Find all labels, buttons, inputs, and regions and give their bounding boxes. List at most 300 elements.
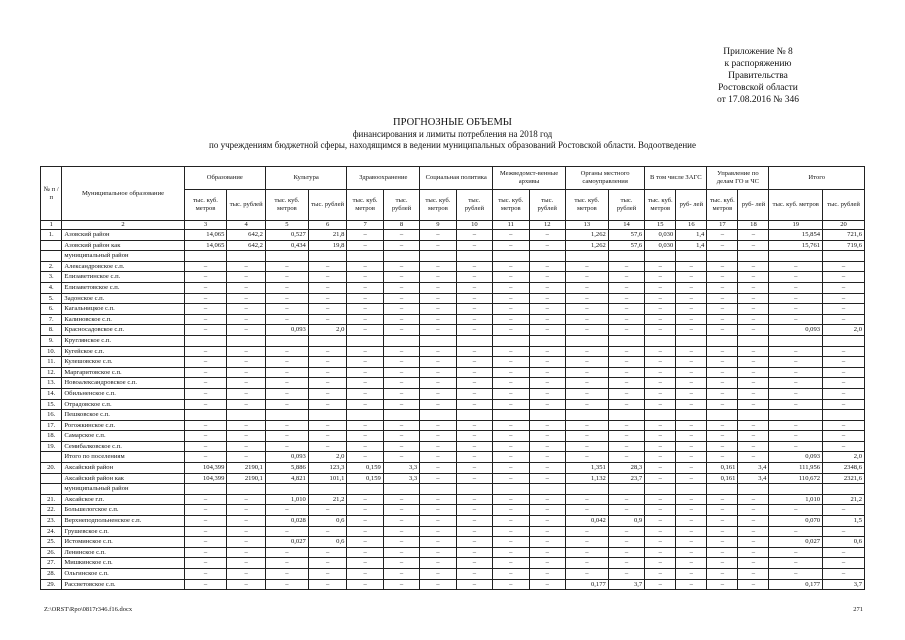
row-value-cell: – — [456, 388, 492, 399]
row-value-cell: – — [420, 537, 456, 548]
row-value-cell — [565, 251, 608, 262]
row-value-cell — [420, 251, 456, 262]
row-value-cell: – — [308, 261, 347, 272]
row-value-cell: – — [645, 579, 676, 590]
row-value-cell: – — [645, 505, 676, 516]
row-value-cell: – — [645, 261, 676, 272]
row-value-cell: – — [529, 293, 565, 304]
row-value-cell: – — [227, 378, 266, 389]
row-value-cell: – — [265, 569, 308, 580]
row-value-cell: – — [493, 357, 529, 368]
row-municipality-name: Новоалександровское с.п. — [62, 378, 184, 389]
row-number: 10. — [41, 346, 62, 357]
row-value-cell: – — [565, 420, 608, 431]
row-value-cell: – — [456, 569, 492, 580]
row-value-cell: – — [184, 399, 227, 410]
row-value-cell — [529, 410, 565, 421]
row-value-cell: – — [529, 441, 565, 452]
row-number — [41, 240, 62, 251]
row-municipality-name: муниципальный район — [62, 251, 184, 262]
table-row — [41, 441, 865, 452]
row-value-cell — [738, 410, 769, 421]
row-value-cell: – — [707, 537, 738, 548]
row-value-cell: – — [265, 558, 308, 569]
row-value-cell: 14,065 — [184, 240, 227, 251]
row-value-cell — [608, 251, 644, 262]
row-value-cell: – — [456, 494, 492, 505]
row-value-cell: 1,262 — [565, 230, 608, 241]
row-value-cell: – — [420, 494, 456, 505]
row-value-cell: 0,028 — [265, 516, 308, 527]
row-municipality-name: Ольгинское с.п. — [62, 569, 184, 580]
row-municipality-name: Кулешовское с.п. — [62, 357, 184, 368]
row-value-cell: – — [529, 314, 565, 325]
row-value-cell: – — [456, 526, 492, 537]
row-value-cell: – — [456, 378, 492, 389]
row-value-cell: – — [529, 325, 565, 336]
row-value-cell: 0,159 — [347, 473, 383, 484]
row-value-cell: – — [184, 378, 227, 389]
row-value-cell: – — [493, 304, 529, 315]
header-column-number: 1 — [41, 221, 62, 230]
row-value-cell: – — [608, 293, 644, 304]
row-value-cell — [565, 484, 608, 495]
row-value-cell: – — [227, 314, 266, 325]
row-value-cell: – — [347, 325, 383, 336]
header-unit: тыс. куб. метров — [565, 190, 608, 221]
row-value-cell — [769, 410, 823, 421]
row-value-cell: – — [456, 463, 492, 474]
row-municipality-name: Аксайский район как — [62, 473, 184, 484]
row-value-cell: 2190,1 — [227, 473, 266, 484]
row-value-cell — [707, 410, 738, 421]
row-value-cell: 21,2 — [823, 494, 865, 505]
header-group: В том числе ЗАГС — [645, 167, 707, 190]
row-value-cell: – — [608, 431, 644, 442]
row-number: 25. — [41, 537, 62, 548]
table-row — [41, 484, 865, 495]
row-value-cell: – — [184, 547, 227, 558]
row-value-cell: – — [738, 558, 769, 569]
row-value-cell: – — [769, 314, 823, 325]
row-value-cell: 0,6 — [308, 537, 347, 548]
row-value-cell: 0,177 — [565, 579, 608, 590]
row-value-cell: – — [184, 293, 227, 304]
row-value-cell: – — [565, 494, 608, 505]
row-number — [41, 251, 62, 262]
row-value-cell: – — [707, 505, 738, 516]
row-value-cell: 0,161 — [707, 463, 738, 474]
row-value-cell — [823, 251, 865, 262]
row-value-cell: – — [769, 399, 823, 410]
row-value-cell: 57,6 — [608, 240, 644, 251]
row-value-cell: – — [347, 272, 383, 283]
row-value-cell: – — [308, 388, 347, 399]
header-column-number: 8 — [383, 221, 419, 230]
row-value-cell: – — [308, 357, 347, 368]
row-value-cell: – — [383, 357, 419, 368]
row-value-cell: – — [184, 441, 227, 452]
row-value-cell: – — [383, 293, 419, 304]
row-value-cell: – — [645, 314, 676, 325]
row-value-cell: – — [676, 314, 707, 325]
row-value-cell: – — [227, 304, 266, 315]
row-value-cell: – — [265, 367, 308, 378]
row-value-cell: – — [227, 526, 266, 537]
row-value-cell: – — [308, 293, 347, 304]
row-value-cell: – — [707, 367, 738, 378]
row-value-cell: – — [707, 293, 738, 304]
row-value-cell: – — [608, 569, 644, 580]
row-value-cell: – — [707, 579, 738, 590]
row-value-cell: 21,2 — [308, 494, 347, 505]
table-row — [41, 282, 865, 293]
row-value-cell: – — [493, 537, 529, 548]
row-municipality-name: муниципальный район — [62, 484, 184, 495]
row-value-cell: – — [383, 420, 419, 431]
row-value-cell: – — [608, 526, 644, 537]
header-column-number: 12 — [529, 221, 565, 230]
row-value-cell: – — [347, 230, 383, 241]
row-value-cell: – — [493, 431, 529, 442]
row-value-cell: – — [738, 388, 769, 399]
row-number: 23. — [41, 516, 62, 527]
row-value-cell: – — [565, 304, 608, 315]
row-value-cell: – — [347, 399, 383, 410]
row-value-cell: – — [227, 494, 266, 505]
row-value-cell: – — [565, 346, 608, 357]
row-value-cell: – — [184, 261, 227, 272]
row-value-cell: – — [645, 473, 676, 484]
row-value-cell: – — [823, 558, 865, 569]
title-sub2: по учреждениям бюджетной сферы, находящимся в ведении муниципальных образований Ростовской области. Водоотведение — [209, 139, 696, 150]
row-municipality-name: Рогожкинское с.п. — [62, 420, 184, 431]
row-value-cell: – — [383, 388, 419, 399]
row-value-cell: – — [347, 441, 383, 452]
row-value-cell: – — [227, 388, 266, 399]
appendix-block — [673, 46, 843, 106]
row-value-cell: – — [420, 399, 456, 410]
row-value-cell: 101,1 — [308, 473, 347, 484]
row-value-cell: – — [529, 346, 565, 357]
row-value-cell: – — [676, 261, 707, 272]
row-value-cell: – — [608, 505, 644, 516]
row-municipality-name: Елизаветовское с.п. — [62, 282, 184, 293]
row-value-cell: – — [645, 293, 676, 304]
row-value-cell: – — [769, 547, 823, 558]
row-number: 9. — [41, 335, 62, 346]
row-value-cell: – — [308, 431, 347, 442]
row-value-cell: – — [738, 304, 769, 315]
row-value-cell: – — [347, 304, 383, 315]
row-value-cell: – — [227, 357, 266, 368]
row-value-cell: – — [456, 304, 492, 315]
row-value-cell: – — [565, 282, 608, 293]
row-value-cell: 57,6 — [608, 230, 644, 241]
row-value-cell — [676, 251, 707, 262]
table-row — [41, 431, 865, 442]
row-value-cell: – — [383, 325, 419, 336]
header-column-number: 10 — [456, 221, 492, 230]
row-value-cell: – — [707, 558, 738, 569]
row-value-cell: – — [493, 378, 529, 389]
row-value-cell: – — [420, 230, 456, 241]
row-value-cell: – — [676, 558, 707, 569]
row-value-cell: – — [529, 261, 565, 272]
row-value-cell — [645, 484, 676, 495]
header-unit: тыс. куб. метров — [347, 190, 383, 221]
row-value-cell: 2,0 — [823, 325, 865, 336]
row-value-cell: – — [707, 526, 738, 537]
row-number: 29. — [41, 579, 62, 590]
table-row — [41, 314, 865, 325]
row-value-cell: – — [769, 261, 823, 272]
row-value-cell: – — [493, 463, 529, 474]
row-value-cell: – — [608, 325, 644, 336]
row-value-cell: – — [383, 505, 419, 516]
row-value-cell: – — [645, 282, 676, 293]
table-row — [41, 463, 865, 474]
row-value-cell: 2,0 — [308, 325, 347, 336]
row-value-cell — [645, 410, 676, 421]
appendix-line: к распоряжению — [724, 59, 792, 69]
row-value-cell: – — [347, 261, 383, 272]
row-value-cell: – — [227, 452, 266, 463]
row-value-cell: – — [565, 378, 608, 389]
row-value-cell: – — [493, 441, 529, 452]
row-value-cell: – — [456, 261, 492, 272]
row-value-cell: – — [645, 558, 676, 569]
row-value-cell: – — [565, 569, 608, 580]
row-number: 14. — [41, 388, 62, 399]
row-value-cell: – — [493, 526, 529, 537]
row-value-cell — [707, 484, 738, 495]
row-value-cell — [456, 410, 492, 421]
row-value-cell: – — [565, 399, 608, 410]
row-value-cell: – — [456, 282, 492, 293]
row-number: 2. — [41, 261, 62, 272]
row-value-cell: – — [456, 505, 492, 516]
row-number: 22. — [41, 505, 62, 516]
header-column-number: 16 — [676, 221, 707, 230]
row-value-cell: – — [608, 282, 644, 293]
row-value-cell: – — [227, 516, 266, 527]
row-value-cell: 0,6 — [308, 516, 347, 527]
table-row — [41, 304, 865, 315]
row-value-cell — [565, 335, 608, 346]
row-value-cell: 1,010 — [265, 494, 308, 505]
row-value-cell: – — [707, 357, 738, 368]
row-value-cell — [565, 410, 608, 421]
row-value-cell: 0,070 — [769, 516, 823, 527]
row-value-cell: – — [227, 569, 266, 580]
row-municipality-name: Самарское с.п. — [62, 431, 184, 442]
row-value-cell: – — [184, 304, 227, 315]
row-value-cell: 5,886 — [265, 463, 308, 474]
row-value-cell: – — [265, 357, 308, 368]
row-value-cell: – — [265, 526, 308, 537]
header-unit: тыс. рублей — [308, 190, 347, 221]
row-value-cell: – — [227, 346, 266, 357]
row-value-cell: – — [707, 272, 738, 283]
row-value-cell: – — [383, 547, 419, 558]
row-value-cell: – — [383, 441, 419, 452]
row-value-cell: – — [608, 378, 644, 389]
row-value-cell — [347, 410, 383, 421]
row-value-cell: – — [493, 346, 529, 357]
row-value-cell: – — [823, 505, 865, 516]
row-value-cell: – — [420, 261, 456, 272]
table-row — [41, 399, 865, 410]
row-value-cell: – — [769, 293, 823, 304]
row-number: 27. — [41, 558, 62, 569]
header-group: Итого — [769, 167, 865, 190]
row-value-cell: 23,7 — [608, 473, 644, 484]
row-value-cell: – — [456, 441, 492, 452]
row-value-cell — [456, 484, 492, 495]
row-value-cell: – — [383, 378, 419, 389]
row-value-cell: – — [420, 346, 456, 357]
row-value-cell: – — [676, 569, 707, 580]
row-value-cell: 1,4 — [676, 230, 707, 241]
row-value-cell: – — [383, 399, 419, 410]
row-value-cell: – — [707, 261, 738, 272]
row-value-cell: – — [676, 388, 707, 399]
row-value-cell: 2,0 — [308, 452, 347, 463]
row-value-cell: – — [608, 314, 644, 325]
row-value-cell: – — [608, 441, 644, 452]
row-value-cell: – — [227, 505, 266, 516]
row-value-cell — [645, 251, 676, 262]
header-unit: тыс. рублей — [529, 190, 565, 221]
row-value-cell: – — [420, 441, 456, 452]
row-value-cell: – — [456, 367, 492, 378]
row-value-cell: – — [769, 367, 823, 378]
row-value-cell: – — [493, 293, 529, 304]
row-value-cell: – — [308, 378, 347, 389]
row-value-cell: – — [707, 399, 738, 410]
table-row — [41, 569, 865, 580]
row-value-cell: – — [565, 325, 608, 336]
row-value-cell: – — [265, 441, 308, 452]
row-value-cell — [608, 335, 644, 346]
row-value-cell: – — [184, 526, 227, 537]
row-municipality-name: Маргаритовское с.п. — [62, 367, 184, 378]
row-value-cell — [308, 335, 347, 346]
row-value-cell: – — [529, 420, 565, 431]
row-value-cell: – — [493, 261, 529, 272]
row-value-cell: 0,434 — [265, 240, 308, 251]
table-row — [41, 505, 865, 516]
row-value-cell: 0,093 — [265, 325, 308, 336]
row-value-cell: – — [227, 537, 266, 548]
row-value-cell: – — [738, 314, 769, 325]
row-value-cell: – — [608, 494, 644, 505]
row-value-cell: – — [184, 325, 227, 336]
row-value-cell: – — [493, 569, 529, 580]
row-number: 11. — [41, 357, 62, 368]
row-value-cell: 0,177 — [769, 579, 823, 590]
row-municipality-name: Азовский район как — [62, 240, 184, 251]
row-value-cell: – — [565, 357, 608, 368]
row-value-cell: – — [769, 558, 823, 569]
row-value-cell — [227, 251, 266, 262]
row-value-cell: – — [645, 346, 676, 357]
table-row — [41, 526, 865, 537]
row-value-cell: – — [707, 314, 738, 325]
row-number: 24. — [41, 526, 62, 537]
row-value-cell: – — [707, 547, 738, 558]
row-value-cell: – — [823, 272, 865, 283]
row-value-cell: – — [823, 420, 865, 431]
row-value-cell: – — [529, 463, 565, 474]
row-value-cell — [347, 335, 383, 346]
row-value-cell: – — [738, 240, 769, 251]
row-value-cell: – — [645, 388, 676, 399]
row-value-cell: – — [676, 537, 707, 548]
row-value-cell: – — [738, 431, 769, 442]
row-value-cell: – — [347, 569, 383, 580]
row-municipality-name: Верхнеподпольненское с.п. — [62, 516, 184, 527]
row-value-cell: – — [456, 230, 492, 241]
row-municipality-name: Александровское с.п. — [62, 261, 184, 272]
appendix-line: от 17.08.2016 № 346 — [717, 95, 799, 105]
row-value-cell: 110,672 — [769, 473, 823, 484]
row-municipality-name: Круглянское с.п. — [62, 335, 184, 346]
row-value-cell: – — [184, 282, 227, 293]
row-value-cell: – — [608, 558, 644, 569]
row-value-cell: – — [493, 314, 529, 325]
row-value-cell: – — [227, 367, 266, 378]
row-value-cell — [738, 335, 769, 346]
row-value-cell: – — [707, 346, 738, 357]
row-value-cell: – — [529, 569, 565, 580]
row-value-cell: – — [707, 494, 738, 505]
page-number: 271 — [853, 606, 863, 613]
row-value-cell: – — [676, 272, 707, 283]
row-value-cell — [707, 335, 738, 346]
row-value-cell: 0,9 — [608, 516, 644, 527]
row-value-cell: – — [184, 367, 227, 378]
row-number: 6. — [41, 304, 62, 315]
row-value-cell — [823, 484, 865, 495]
row-municipality-name: Аксайское г.п. — [62, 494, 184, 505]
row-value-cell: – — [227, 547, 266, 558]
row-value-cell: – — [565, 452, 608, 463]
row-value-cell: – — [347, 282, 383, 293]
table-row — [41, 357, 865, 368]
row-municipality-name: Пешковское с.п. — [62, 410, 184, 421]
row-number: 21. — [41, 494, 62, 505]
header-number: № п /п — [41, 167, 62, 221]
row-value-cell: – — [383, 526, 419, 537]
row-value-cell: – — [184, 494, 227, 505]
row-value-cell: – — [676, 367, 707, 378]
row-value-cell: 0,030 — [645, 240, 676, 251]
row-value-cell: – — [184, 272, 227, 283]
row-municipality-name: Азовский район — [62, 230, 184, 241]
row-value-cell: 4,821 — [265, 473, 308, 484]
row-value-cell: – — [645, 537, 676, 548]
row-value-cell: – — [676, 547, 707, 558]
row-value-cell: – — [347, 547, 383, 558]
header-unit: тыс. куб. метров — [265, 190, 308, 221]
row-value-cell: – — [707, 240, 738, 251]
row-value-cell: – — [420, 357, 456, 368]
row-value-cell: – — [738, 272, 769, 283]
row-value-cell: – — [707, 420, 738, 431]
row-value-cell: – — [645, 463, 676, 474]
